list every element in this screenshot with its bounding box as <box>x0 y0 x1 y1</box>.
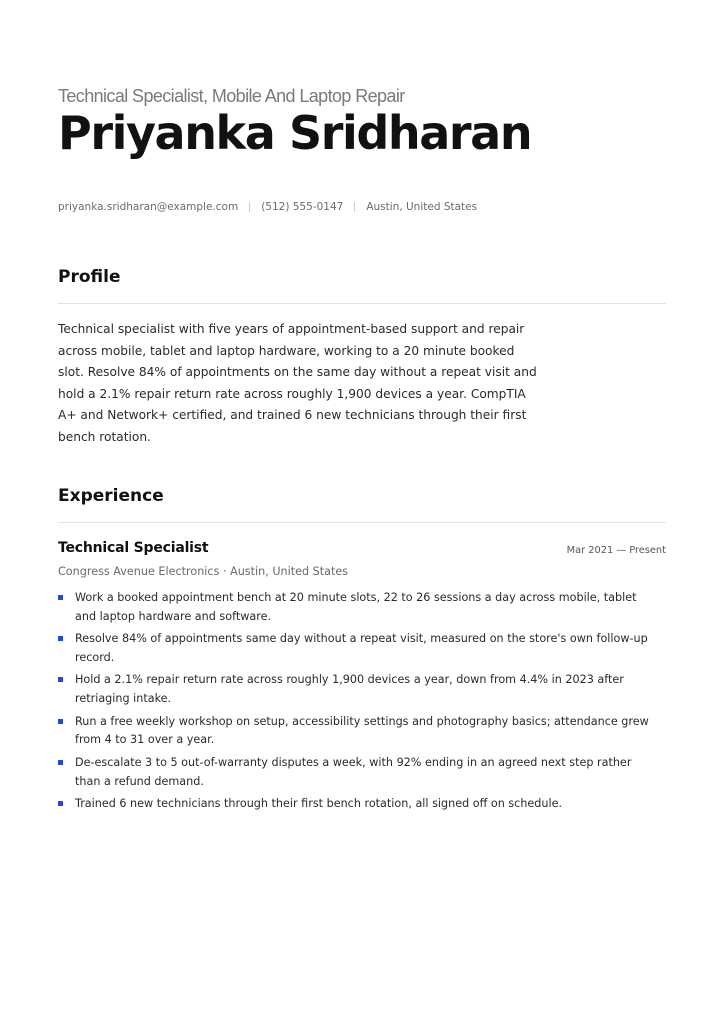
experience-divider <box>58 522 666 523</box>
job-bullet <box>58 589 658 627</box>
bullet-square-icon <box>58 636 63 641</box>
profile-divider <box>58 303 666 304</box>
bullet-square-icon <box>58 801 63 806</box>
job-dates: Mar 2021 — Present <box>566 545 666 556</box>
job-bullet-text: De-escalate 3 to 5 out-of-warranty disputes a week, with 92% ending in an agreed next step rather than a refund demand. <box>75 755 632 788</box>
experience-heading: Experience <box>58 486 164 506</box>
bullet-square-icon <box>58 677 63 682</box>
job-bullet-text: Resolve 84% of appointments same day without a repeat visit, measured on the store's own follow-up record. <box>75 632 648 664</box>
job-bullet <box>58 630 658 668</box>
contact-line <box>58 201 477 213</box>
contact-divider <box>354 202 355 212</box>
contact-divider <box>249 202 250 212</box>
contact-email[interactable]: priyanka.sridharan@example.com <box>58 201 239 213</box>
profile-heading: Profile <box>58 267 121 287</box>
job-company: Congress Avenue Electronics · Austin, United States <box>58 565 349 578</box>
profile-summary: Technical specialist with five years of appointment-based support and repair across mobile, tablet and laptop hardware, working to a 20 minute booked slot. Resolve 84% of appointments on the same day without a repeat visit and hold a 2.1% repair return rate across roughly 1,900 devices a year. CompTIA A+ and Network+ certified, and trained 6 new technicians through their first bench rotation. <box>58 322 537 444</box>
job-bullet <box>58 795 658 814</box>
bullet-square-icon <box>58 595 63 600</box>
bullet-square-icon <box>58 719 63 724</box>
job-bullet-list <box>58 589 658 817</box>
job-bullet-text: Hold a 2.1% repair return rate across roughly 1,900 devices a year, down from 4.4% in 2023 after retriaging intake. <box>75 673 624 706</box>
contact-location: Austin, United States <box>366 201 478 213</box>
job-bullet-text: Trained 6 new technicians through their first bench rotation, all signed off on schedule. <box>75 796 563 810</box>
job-subtitle: Technical Specialist, Mobile And Laptop Repair <box>58 86 405 106</box>
job-bullet-text: Work a booked appointment bench at 20 minute slots, 22 to 26 sessions a day across mobile, tablet and laptop hardware and software. <box>75 591 637 623</box>
job-bullet <box>58 671 658 709</box>
job-bullet <box>58 754 658 792</box>
contact-phone[interactable]: (512) 555-0147 <box>261 201 344 213</box>
job-bullet <box>58 713 658 751</box>
job-title: Technical Specialist <box>58 540 209 556</box>
bullet-square-icon <box>58 760 63 765</box>
job-bullet-text: Run a free weekly workshop on setup, accessibility settings and photography basics; attendance grew from 4 to 31 over a year. <box>75 714 649 747</box>
candidate-name: Priyanka Sridharan <box>58 106 532 160</box>
